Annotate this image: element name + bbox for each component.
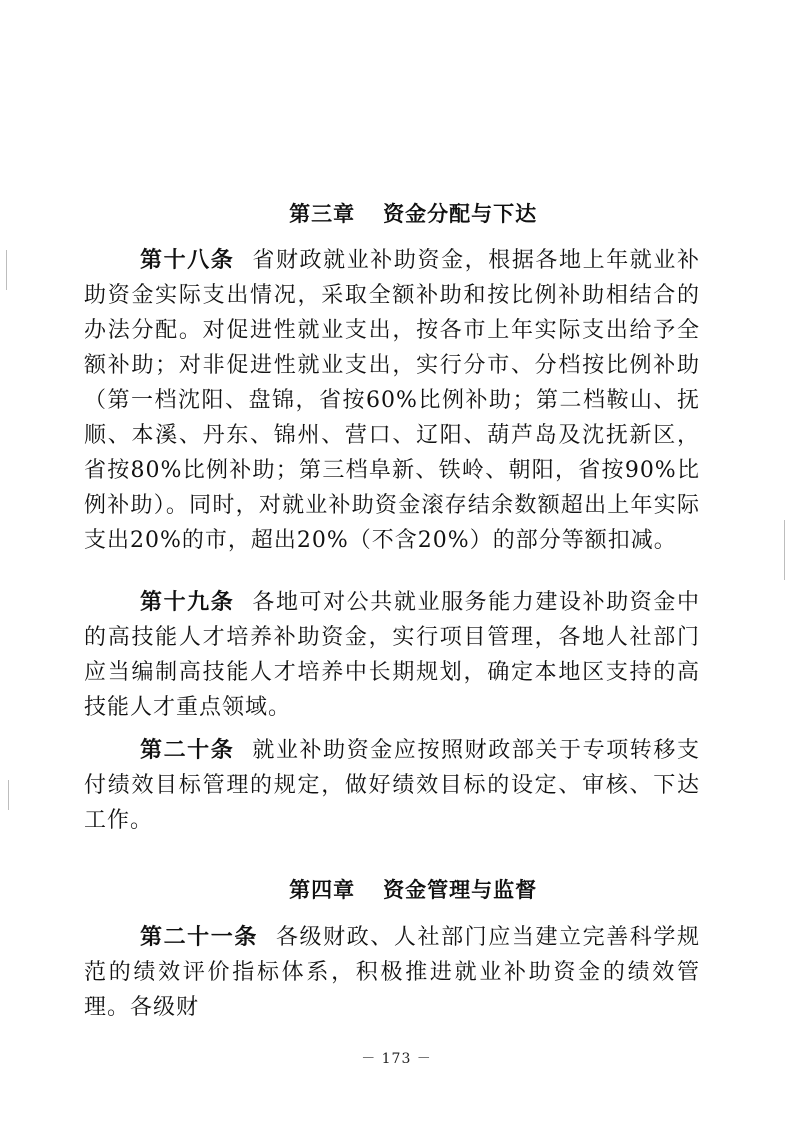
article-18-paragraph [84,243,700,558]
scan-edge-mark-left-lower [8,780,9,810]
article-19-text: 各地可对公共就业服务能力建设补助资金中的高技能人才培养补助资金，实行项目管理，各地人社部门应当编制高技能人才培养中长期规划，确定本地区支持的高技能人才重点领域。 [84,590,700,720]
article-19-paragraph [84,585,700,725]
article-20-paragraph [84,733,700,838]
article-21-paragraph [84,920,700,1025]
chapter-three-number: 第三章 [289,202,356,226]
article-21-label: 第二十一条 [140,925,258,950]
article-20-text: 就业补助资金应按照财政部关于专项转移支付绩效目标管理的规定，做好绩效目标的设定、审核、下达工作。 [84,738,700,833]
chapter-four-number: 第四章 [289,878,356,902]
article-19-label: 第十九条 [140,590,235,615]
article-18-label: 第十八条 [140,248,235,273]
page-number: － 173 － [361,1051,432,1067]
scan-edge-mark-right [784,520,785,580]
article-20-label: 第二十条 [140,738,235,763]
scan-edge-mark-left [6,250,7,290]
article-21-text: 各级财政、人社部门应当建立完善科学规范的绩效评价指标体系，积极推进就业补助资金的绩效管理。各级财 [84,925,700,1020]
chapter-four-title: 资金管理与监督 [383,878,538,902]
article-18-text: 省财政就业补助资金，根据各地上年就业补助资金实际支出情况，采取全额补助和按比例补助相结合的办法分配。对促进性就业支出，按各市上年实际支出给予全额补助；对非促进性就业支出，实行分市、分档按比例补助（第一档沈阳、盘锦，省按60%比例补助；第二档鞍山、抚顺、本溪、丹东、锦州、营口、辽阳、葫芦岛及沈抚新区，省按80%比例补助；第三档阜新、铁岭、朝阳，省按90%比例补助）。同时，对就业补助资金滚存结余数额超出上年实际支出20%的市，超出20%（不含20%）的部分等额扣减。 [84,248,700,553]
chapter-three-title: 资金分配与下达 [383,202,538,226]
